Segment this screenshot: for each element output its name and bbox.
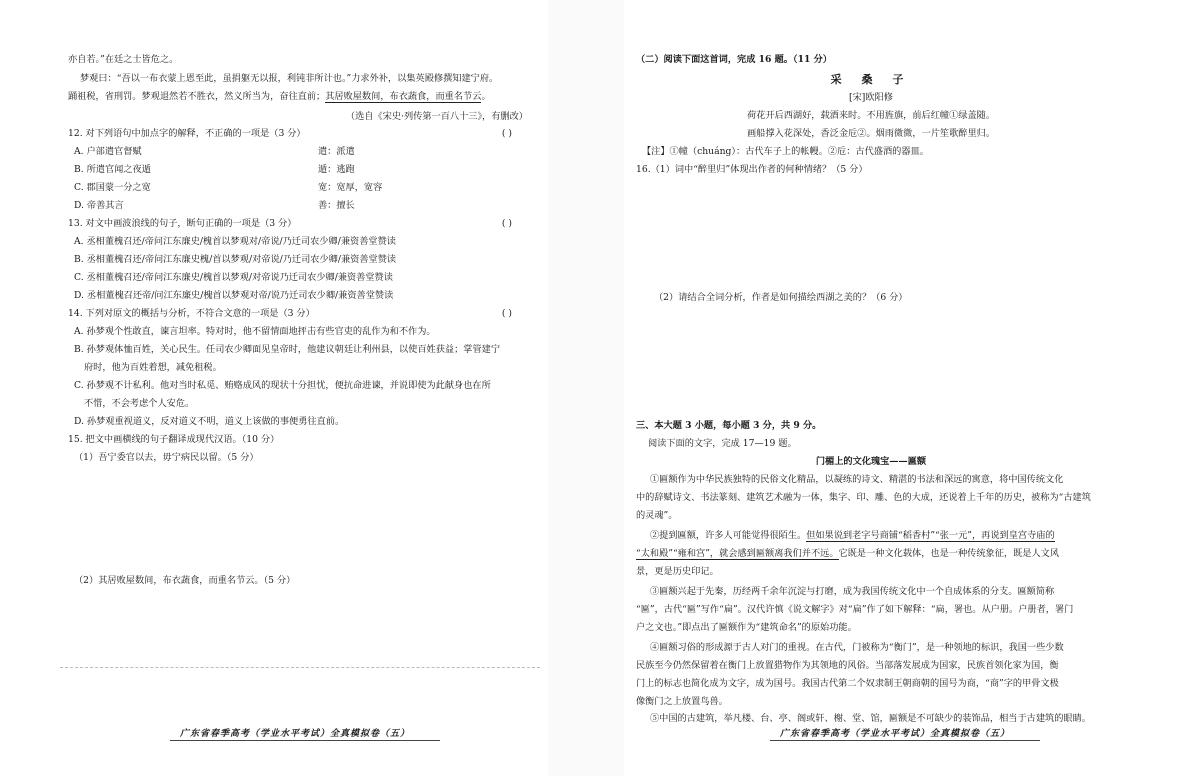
q12-option-c bbox=[74, 182, 514, 194]
q12-option-b-label: B. 所遣官闻之夜遁 bbox=[74, 164, 151, 175]
source-citation: （选自《宋史·列传第一百八十三》，有删改） bbox=[345, 111, 528, 122]
q12-option-d-value: 善：擅长 bbox=[318, 200, 355, 211]
section-two-heading: （二）阅读下面这首词，完成 16 题。（11 分） bbox=[636, 54, 832, 65]
intro-line-3a: 踊祖税，省刑罚。梦观退然若不胜衣，然义所当为，奋往直前； bbox=[68, 91, 326, 102]
para2-line2 bbox=[636, 548, 1059, 560]
left-footer-rule bbox=[170, 740, 440, 741]
q12-option-d bbox=[74, 200, 514, 212]
para2-underlined-sentence-b: “太和殿”“雍和宫”，就会感到匾额离我们并不远。 bbox=[636, 548, 839, 559]
q12-option-c-value: 宽：宽厚，宽容 bbox=[318, 182, 383, 193]
para4-line4: 像衡门之上放置鸟兽。 bbox=[636, 696, 728, 707]
q16-part-2: （2）请结合全词分析，作者是如何描绘西湖之美的？（6 分） bbox=[654, 292, 908, 303]
right-footer: 广东省春季高考（学业水平考试）全真模拟卷（五） bbox=[780, 729, 1011, 739]
answer-area-divider bbox=[60, 667, 540, 668]
para4-line1: ④匾额习俗的形成源于古人对门的重视。在古代，门被称为“衡门”，是一种领地的标识，我国一些少数 bbox=[650, 642, 1064, 653]
q14-option-a: A. 孙梦观个性敢直，谏言坦率。特对时，他不留情面地抨击有些官吏的乱作为和不作为。 bbox=[74, 326, 436, 337]
underlined-sentence-2: 其居败屋数间，布衣蔬食，而重名节云 bbox=[325, 91, 482, 102]
para3-line1: ③匾额兴起于先秦，历经两千余年沉淀与打磨，成为我国传统文化中一个自成体系的分支。匾额简称 bbox=[650, 586, 1055, 597]
intro-line-3c: 。 bbox=[481, 91, 491, 102]
q12-option-a-value: 遣：派遣 bbox=[318, 146, 355, 157]
q15-stem: 15. 把文中画横线的句子翻译成现代汉语。（10 分） bbox=[68, 434, 280, 445]
q15-part-1: （1）吾宁委官以去，毋宁病民以留。（5 分） bbox=[74, 452, 259, 463]
q14-option-b-line2: 府时，他为百姓着想，减免租税。 bbox=[84, 362, 222, 373]
para2-line1-a: ②提到匾额，许多人可能觉得很陌生。 bbox=[650, 530, 807, 541]
q12-option-a bbox=[74, 146, 514, 158]
q12-option-a-label: A. 户部遣官督赋 bbox=[74, 146, 142, 157]
poem-note: 【注】①幢（chuáng）：古代车子上的帐幔。②卮：古代盛酒的器皿。 bbox=[642, 146, 929, 157]
q14-option-b-line1: B. 孙梦观体恤百姓，关心民生。任司农少卿面见皇帝时，他建议朝廷让利州县，以使百姓获益；掌管建宁 bbox=[74, 344, 501, 355]
q14-option-c-line2: 不惜，不会考虑个人安危。 bbox=[84, 398, 195, 409]
para3-line2: “匾”，古代“匾”写作“扁”。汉代许慎《说文解字》对“扁”作了如下解释：“扁，署也。从户册。户册者，署门 bbox=[636, 604, 1074, 615]
q13-option-c: C. 丞相董槐召还/帝问江东廉史/槐首以梦观/对帝说乃迁司农少卿/兼资善堂赞读 bbox=[74, 272, 393, 283]
q13-option-a: A. 丞相董槐召还/帝问江东廉史/槐首以梦观对/帝说/乃迁司农少卿/兼资善堂赞读 bbox=[74, 236, 396, 247]
intro-line-1: 亦自若。”在廷之士皆危之。 bbox=[68, 54, 179, 65]
para4-line2: 民族至今仍然保留着在衡门上放置猎物作为其领地的风俗。当部落发展成为国家，民族首领化家为国，衡 bbox=[636, 660, 1059, 671]
page-gutter bbox=[548, 0, 624, 776]
left-footer: 广东省春季高考（学业水平考试）全真模拟卷（五） bbox=[180, 729, 411, 739]
section-three-heading: 三、本大题 3 小题，每小题 3 分，共 9 分。 bbox=[636, 420, 822, 431]
para2-line2-b: 它既是一种文化载体，也是一种传统象征，既是人文风 bbox=[838, 548, 1060, 559]
q12-stem: 12. 对下列语句中加点字的解释，不正确的一项是（3 分） bbox=[68, 128, 306, 139]
q15-part-2: （2）其居败屋数间，布衣蔬食，而重名节云。（5 分） bbox=[74, 575, 296, 586]
q12-option-b-value: 遁：逃跑 bbox=[318, 164, 355, 175]
right-footer-rule bbox=[770, 740, 1040, 741]
intro-line-2: 梦观曰：“吾以一布衣蒙上恩至此，虽捐躯无以报，利钝非所计也。”力求外补，以集英殿修撰知建宁府。 bbox=[80, 73, 499, 84]
q12-answer-bracket: ( ) bbox=[501, 128, 512, 139]
para1-line3: 的灵魂”。 bbox=[636, 510, 678, 521]
q13-option-b: B. 丞相董槐召还/帝问江东廉史槐/首以梦观/对帝说/乃迁司农少卿/兼资善堂赞读 bbox=[74, 254, 397, 265]
para4-line3: 门上的标志也简化成为文字，成为国号。我国古代第二个奴隶制王朝商朝的国号为商，“商”字的甲骨文极 bbox=[636, 678, 1059, 689]
para2-underlined-sentence-a: 但如果说到老字号商铺“稻香村”“张一元”，再说到皇宫寺庙的 bbox=[806, 530, 1055, 541]
left-page bbox=[60, 0, 542, 776]
q12-option-c-label: C. 郡国蒙一分之宽 bbox=[74, 182, 151, 193]
q13-option-d: D. 丞相董槐召还帝/问江东廉史/槐首以梦观对帝/说乃迁司农少卿/兼资善堂赞读 bbox=[74, 290, 394, 301]
reading-instruction: 阅读下面的文字，完成 17—19 题。 bbox=[648, 438, 797, 449]
q14-stem: 14. 下列对原文的概括与分析，不符合文意的一项是（3 分） bbox=[68, 308, 315, 319]
para1-line1: ①匾额作为中华民族独特的民俗文化精品，以凝练的诗文、精湛的书法和深远的寓意，将中国传统文化 bbox=[650, 474, 1064, 485]
q14-option-d: D. 孙梦观重视道义，反对道义不明，道义上该做的事便勇往直前。 bbox=[74, 416, 345, 427]
poem-title: 采 桑 子 bbox=[830, 73, 912, 86]
para1-line2: 中的辞赋诗文、书法篆刻、建筑艺术融为一体，集字、印、雕、色的大成，还说着上千年的历史，被称为“古建筑 bbox=[636, 492, 1091, 503]
poem-line-2: 画船撑入花深处，香泛金卮②。烟雨微微，一片笙歌醉里归。 bbox=[746, 128, 996, 139]
para3-line3: 户之文也。”即点出了匾额作为“建筑命名”的原始功能。 bbox=[636, 622, 857, 633]
q13-answer-bracket: ( ) bbox=[501, 218, 512, 229]
right-page bbox=[630, 0, 1112, 776]
q13-stem: 13. 对文中画波浪线的句子，断句正确的一项是（3 分） bbox=[68, 218, 297, 229]
para2-line3: 景，更是历史印记。 bbox=[636, 566, 719, 577]
q14-option-c-line1: C. 孙梦观不计私利。他对当时私觅、贿赂成风的现状十分担忧，便抗命进谏，并说即使为此献身也在所 bbox=[74, 380, 491, 391]
para2-line1 bbox=[650, 530, 1055, 542]
para5-line1: ⑤中国的古建筑，举凡楼、台、亭、阁或轩、榭、堂、馆，匾额是不可缺少的装饰品，相当于古建筑的眼睛。 bbox=[650, 713, 1091, 724]
poem-author: [宋]欧阳修 bbox=[849, 92, 893, 103]
poem-line-1: 荷花开后西湖好，载酒来时。不用旌旗，前后红幢①绿盖随。 bbox=[746, 110, 996, 121]
q12-option-d-label: D. 帝善其言 bbox=[74, 200, 124, 211]
q12-option-b bbox=[74, 164, 514, 176]
q14-answer-bracket: ( ) bbox=[501, 308, 512, 319]
article-title: 门楣上的文化瑰宝——匾额 bbox=[815, 456, 927, 467]
q16-part-1: 16.（1）词中“醉里归”体现出作者的何种情绪？（5 分） bbox=[636, 164, 868, 175]
intro-line-3 bbox=[68, 91, 491, 103]
